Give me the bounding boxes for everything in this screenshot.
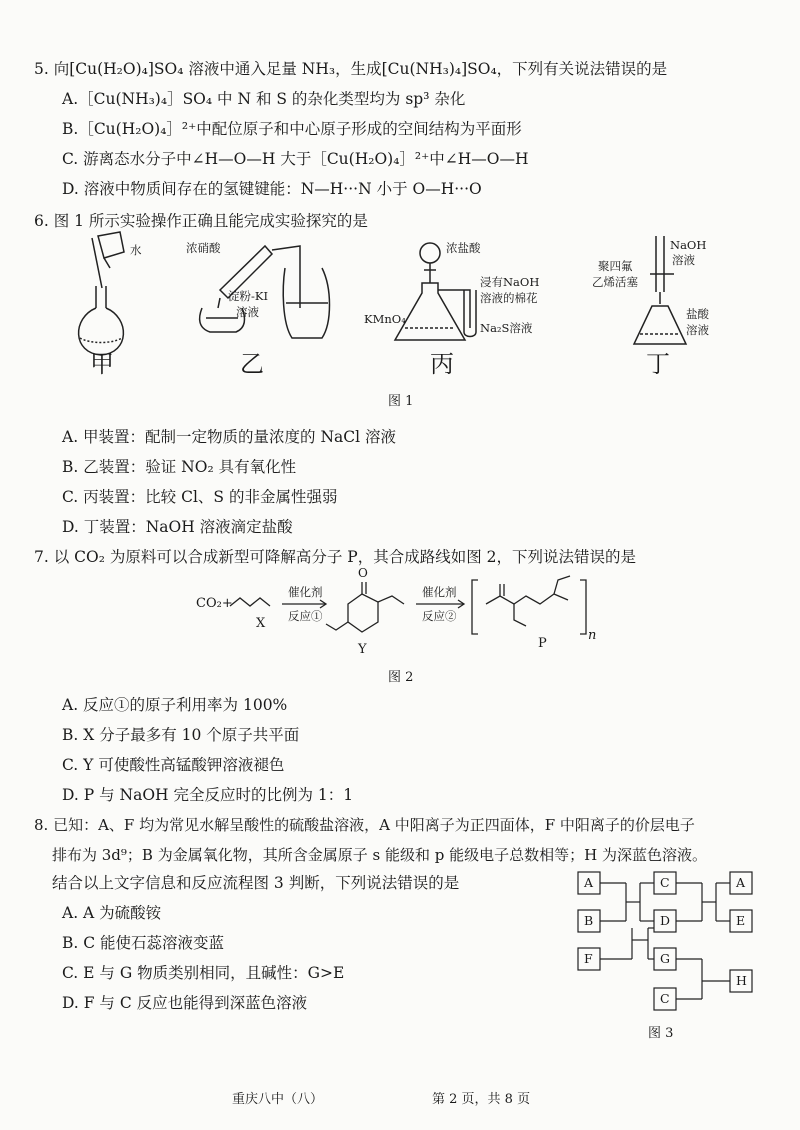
flow-box-h: H <box>736 973 747 988</box>
scheme-y: Y <box>358 642 367 657</box>
figure-2-caption: 图 2 <box>388 670 414 685</box>
q6-option-a: A. 甲装置：配制一定物质的量浓度的 NaCl 溶液 <box>62 428 397 446</box>
label-conc-hcl: 浓盐酸 <box>446 241 481 255</box>
footer-page: 第 2 页，共 8 页 <box>432 1092 531 1107</box>
label-conc-nitric-acid: 浓硝酸 <box>186 241 221 255</box>
apparatus-label-bing: 丙 <box>430 350 454 378</box>
label-cotton: 溶液的棉花 <box>480 291 538 305</box>
figure-3-drawing <box>570 868 780 1020</box>
flow-box-a-right: A <box>736 875 746 890</box>
q8-stem-line2: 排布为 3d⁹；B 为金属氧化物，其所含金属原子 s 能级和 p 能级电子总数相等；H 为深蓝色溶液。 <box>52 846 707 864</box>
q8-option-a: A. A 为硫酸铵 <box>62 904 162 922</box>
flow-box-g: G <box>660 951 670 966</box>
flow-box-c-top: C <box>660 875 670 890</box>
q6-option-c: C. 丙装置：比较 Cl、S 的非金属性强弱 <box>62 488 338 506</box>
q7-option-d: D. P 与 NaOH 完全反应时的比例为 1：1 <box>62 786 354 804</box>
figure-3 <box>570 868 780 1020</box>
q7-option-b: B. X 分子最多有 10 个原子共平面 <box>62 726 300 744</box>
q8-stem-line1: 8. 已知：A、F 均为常见水解呈酸性的硫酸盐溶液，A 中阳离子为正四面体，F 中阳离子的价层电子 <box>34 816 695 834</box>
apparatus-label-ding: 丁 <box>646 350 670 378</box>
q7-option-a: A. 反应①的原子利用率为 100% <box>62 696 288 714</box>
apparatus-label-jia: 甲 <box>90 350 114 378</box>
label-naoh: NaOH <box>670 238 707 252</box>
flow-box-c-bottom: C <box>660 991 670 1006</box>
label-stopcock: 乙烯活塞 <box>592 275 638 289</box>
figure-2-drawing <box>196 566 616 662</box>
label-water: 水 <box>130 243 142 257</box>
flow-box-a-left: A <box>584 875 594 890</box>
flow-box-d: D <box>660 913 671 928</box>
q5-option-b: B.［Cu(H₂O)₄］²⁺中配位原子和中心原子形成的空间结构为平面形 <box>62 120 522 138</box>
flow-box-b: B <box>584 913 594 928</box>
q8-option-d: D. F 与 C 反应也能得到深蓝色溶液 <box>62 994 308 1012</box>
scheme-carbonyl-o: O <box>358 566 368 580</box>
q5-option-a: A.［Cu(NH₃)₄］SO₄ 中 N 和 S 的杂化类型均为 sp³ 杂化 <box>62 90 466 108</box>
q8-option-c: C. E 与 G 物质类别相同，且碱性：G>E <box>62 964 345 982</box>
q6-option-b: B. 乙装置：验证 NO₂ 具有氧化性 <box>62 458 297 476</box>
q7-stem: 7. 以 CO₂ 为原料可以合成新型可降解高分子 P，其合成路线如图 2，下列说法错误的是 <box>34 548 636 566</box>
scheme-n: n <box>588 628 597 643</box>
label-starch-ki: 淀粉-KI <box>228 289 269 303</box>
q6-option-d: D. 丁装置：NaOH 溶液滴定盐酸 <box>62 518 293 536</box>
flow-box-e: E <box>736 913 746 928</box>
q5-option-d: D. 溶液中物质间存在的氢键键能：N—H···N 小于 O—H···O <box>62 180 482 198</box>
label-naoh-solution: 溶液 <box>672 253 695 267</box>
scheme-catalyst-1: 催化剂 <box>288 585 323 599</box>
q7-option-c: C. Y 可使酸性高锰酸钾溶液褪色 <box>62 756 285 774</box>
label-hcl: 盐酸 <box>686 307 709 321</box>
scheme-reaction-2: 反应② <box>422 609 457 623</box>
q8-stem-line3: 结合以上文字信息和反应流程图 3 判断，下列说法错误的是 <box>52 874 460 892</box>
scheme-co2: CO₂+ <box>196 596 233 611</box>
q5-option-c: C. 游离态水分子中∠H—O—H 大于［Cu(H₂O)₄］²⁺中∠H—O—H <box>62 150 529 168</box>
label-kmno4: KMnO₄ <box>364 312 406 326</box>
scheme-p: P <box>538 636 547 651</box>
label-na2s: Na₂S溶液 <box>480 321 533 335</box>
footer-school: 重庆八中（八） <box>232 1092 324 1107</box>
apparatus-jia <box>79 232 124 355</box>
figure-1-caption: 图 1 <box>388 394 414 409</box>
scheme-x: X <box>256 616 266 631</box>
figure-3-caption: 图 3 <box>648 1026 674 1041</box>
scheme-catalyst-2: 催化剂 <box>422 585 457 599</box>
label-ptfe: 聚四氟 <box>598 259 633 273</box>
apparatus-label-yi: 乙 <box>240 350 264 378</box>
label-hcl-solution: 溶液 <box>686 323 709 337</box>
label-naoh-soaked: 浸有NaOH <box>480 275 540 289</box>
label-solution-yi: 溶液 <box>236 305 259 319</box>
figure-1 <box>60 228 780 388</box>
figure-2 <box>196 566 616 662</box>
scheme-reaction-1: 反应① <box>288 609 323 623</box>
q5-stem: 5. 向[Cu(H₂O)₄]SO₄ 溶液中通入足量 NH₃，生成[Cu(NH₃)₄]SO₄，下列有关说法错误的是 <box>34 60 668 78</box>
q6-stem: 6. 图 1 所示实验操作正确且能完成实验探究的是 <box>34 212 368 230</box>
flow-box-f: F <box>584 951 593 966</box>
apparatus-bing <box>395 243 476 340</box>
q8-option-b: B. C 能使石蕊溶液变蓝 <box>62 934 225 952</box>
